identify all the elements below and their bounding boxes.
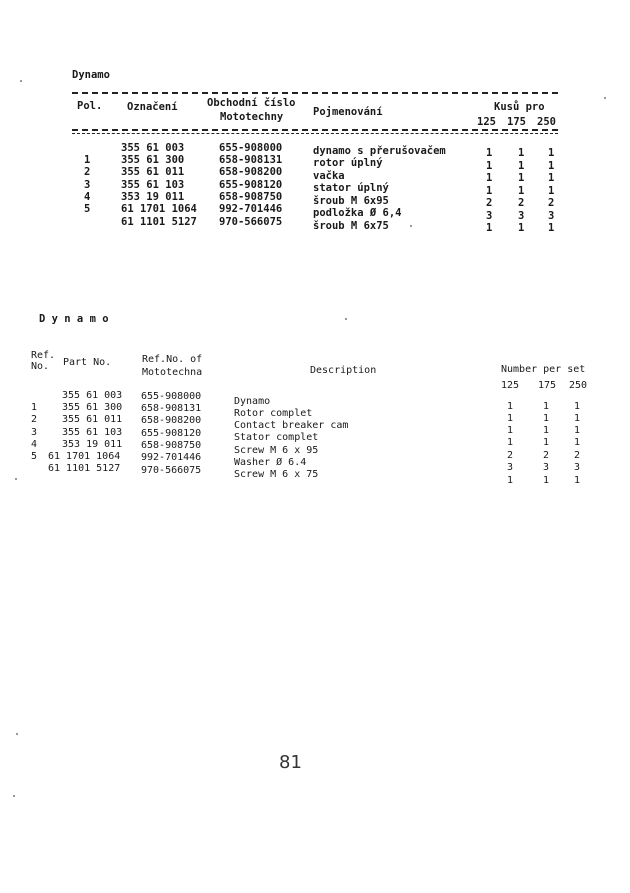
cz-q250: 3 — [548, 210, 555, 222]
en-refno: 655-908120 — [141, 428, 202, 439]
cz-q250: 2 — [548, 197, 555, 209]
en-header-part: Part No. — [63, 357, 112, 368]
cz-q250: 1 — [548, 222, 555, 234]
en-ref: 3 — [31, 427, 38, 438]
en-description: Contact breaker cam — [234, 420, 349, 431]
en-refno: 992-701446 — [141, 452, 202, 463]
en-ref: 5 — [31, 451, 38, 462]
cz-oznaceni: 355 61 300 — [121, 154, 185, 166]
en-header-refno-1: Ref.No. of — [142, 354, 203, 365]
en-description: Screw M 6 x 75 — [234, 469, 319, 480]
en-refno: 658-908131 — [141, 403, 202, 414]
cz-header-pol: Pol. — [77, 100, 103, 112]
en-header-125: 125 — [501, 380, 520, 391]
cz-obchodni: 992-701446 — [219, 203, 283, 215]
en-description: Stator complet — [234, 432, 319, 443]
en-q250: 3 — [574, 462, 581, 473]
en-description: Rotor complet — [234, 408, 313, 419]
en-q125: 1 — [507, 475, 514, 486]
cz-top-rule — [72, 92, 558, 94]
cz-header-pojmenovani: Pojmenování — [313, 106, 383, 118]
en-q175: 1 — [543, 475, 550, 486]
cz-header-rule-2 — [72, 133, 558, 134]
cz-q250: 1 — [548, 160, 555, 172]
en-header-175: 175 — [538, 380, 557, 391]
en-refno: 658-908200 — [141, 415, 202, 426]
cz-obchodni: 658-908200 — [219, 166, 283, 178]
en-q175: 1 — [543, 401, 550, 412]
en-refno: 658-908750 — [141, 440, 202, 451]
cz-header-obchodni-1: Obchodní číslo — [207, 97, 296, 109]
cz-q125: 2 — [486, 197, 493, 209]
en-part: 355 61 300 — [62, 402, 123, 413]
cz-q125: 1 — [486, 185, 493, 197]
cz-obchodni: 970-566075 — [219, 216, 283, 228]
scan-speck — [345, 318, 347, 320]
cz-pojmenovani: dynamo s přerušovačem — [313, 145, 446, 157]
en-part: 61 1101 5127 — [48, 463, 121, 474]
en-header-ref-1: Ref. — [31, 350, 56, 361]
cz-pol: 3 — [84, 179, 91, 191]
en-q250: 1 — [574, 425, 581, 436]
en-q125: 1 — [507, 401, 514, 412]
en-part: 353 19 011 — [62, 439, 123, 450]
en-header-250: 250 — [569, 380, 588, 391]
page-number: 81 — [279, 752, 302, 773]
en-header-refno-2: Mototechna — [142, 367, 203, 378]
cz-oznaceni: 353 19 011 — [121, 191, 185, 203]
cz-header-250: 250 — [537, 116, 556, 128]
en-ref: 2 — [31, 414, 38, 425]
cz-obchodni: 658-908750 — [219, 191, 283, 203]
en-q175: 1 — [543, 425, 550, 436]
cz-q250: 1 — [548, 185, 555, 197]
en-part: 355 61 003 — [62, 390, 123, 401]
cz-q175: 1 — [518, 147, 525, 159]
scan-speck — [15, 478, 17, 480]
en-q125: 2 — [507, 450, 514, 461]
en-ref: 1 — [31, 402, 38, 413]
en-q125: 1 — [507, 413, 514, 424]
en-q125: 1 — [507, 437, 514, 448]
cz-obchodni: 658-908131 — [219, 154, 283, 166]
en-q250: 1 — [574, 475, 581, 486]
cz-pol: 5 — [84, 203, 91, 215]
cz-oznaceni: 61 1101 5127 — [121, 216, 197, 228]
cz-pojmenovani: stator úplný — [313, 182, 389, 194]
en-section-title: D y n a m o — [39, 313, 109, 325]
scan-speck — [16, 733, 18, 735]
cz-q250: 1 — [548, 172, 555, 184]
en-q175: 2 — [543, 450, 550, 461]
cz-oznaceni: 355 61 003 — [121, 142, 185, 154]
en-q250: 2 — [574, 450, 581, 461]
cz-pol: 1 — [84, 154, 91, 166]
en-part: 355 61 011 — [62, 414, 123, 425]
cz-q175: 1 — [518, 160, 525, 172]
cz-pojmenovani: vačka — [313, 170, 345, 182]
en-description: Washer Ø 6.4 — [234, 457, 307, 468]
cz-pojmenovani: rotor úplný — [313, 157, 383, 169]
scan-speck — [13, 795, 15, 797]
cz-oznaceni: 61 1701 1064 — [121, 203, 197, 215]
en-q175: 1 — [543, 437, 550, 448]
en-q250: 1 — [574, 437, 581, 448]
cz-pojmenovani: podložka Ø 6,4 — [313, 207, 402, 219]
en-part: 355 61 103 — [62, 427, 123, 438]
cz-q125: 1 — [486, 222, 493, 234]
en-q125: 1 — [507, 425, 514, 436]
cz-pojmenovani: šroub M 6x95 — [313, 195, 389, 207]
cz-oznaceni: 355 61 011 — [121, 166, 185, 178]
cz-q125: 1 — [486, 172, 493, 184]
en-description: Dynamo — [234, 396, 271, 407]
scan-speck — [20, 80, 22, 82]
en-header-number: Number per set — [501, 364, 586, 375]
cz-header-125: 125 — [477, 116, 496, 128]
cz-header-175: 175 — [507, 116, 526, 128]
cz-q175: 3 — [518, 210, 525, 222]
en-q175: 3 — [543, 462, 550, 473]
en-q175: 1 — [543, 413, 550, 424]
cz-pojmenovani: šroub M 6x75 — [313, 220, 389, 232]
en-part: 61 1701 1064 — [48, 451, 121, 462]
en-description: Screw M 6 x 95 — [234, 445, 319, 456]
cz-q125: 1 — [486, 160, 493, 172]
en-q250: 1 — [574, 413, 581, 424]
cz-header-kusu: Kusů pro — [494, 101, 545, 113]
cz-pol: 4 — [84, 191, 91, 203]
cz-pol: 2 — [84, 166, 91, 178]
cz-q175: 2 — [518, 197, 525, 209]
en-refno: 655-908000 — [141, 391, 202, 402]
en-q250: 1 — [574, 401, 581, 412]
en-header-ref-2: No. — [31, 361, 50, 372]
en-q125: 3 — [507, 462, 514, 473]
cz-obchodni: 655-908000 — [219, 142, 283, 154]
scan-speck — [604, 97, 606, 99]
en-refno: 970-566075 — [141, 465, 202, 476]
cz-q175: 1 — [518, 222, 525, 234]
cz-header-oznaceni: Označení — [127, 101, 178, 113]
cz-q175: 1 — [518, 185, 525, 197]
cz-q125: 3 — [486, 210, 493, 222]
cz-section-title: Dynamo — [72, 69, 110, 81]
cz-q250: 1 — [548, 147, 555, 159]
cz-header-rule-1 — [72, 129, 558, 131]
cz-obchodni: 655-908120 — [219, 179, 283, 191]
en-ref: 4 — [31, 439, 38, 450]
scan-speck — [410, 225, 412, 227]
cz-header-obchodni-2: Mototechny — [220, 111, 284, 123]
cz-q175: 1 — [518, 172, 525, 184]
cz-q125: 1 — [486, 147, 493, 159]
cz-oznaceni: 355 61 103 — [121, 179, 185, 191]
en-header-description: Description — [310, 365, 377, 376]
